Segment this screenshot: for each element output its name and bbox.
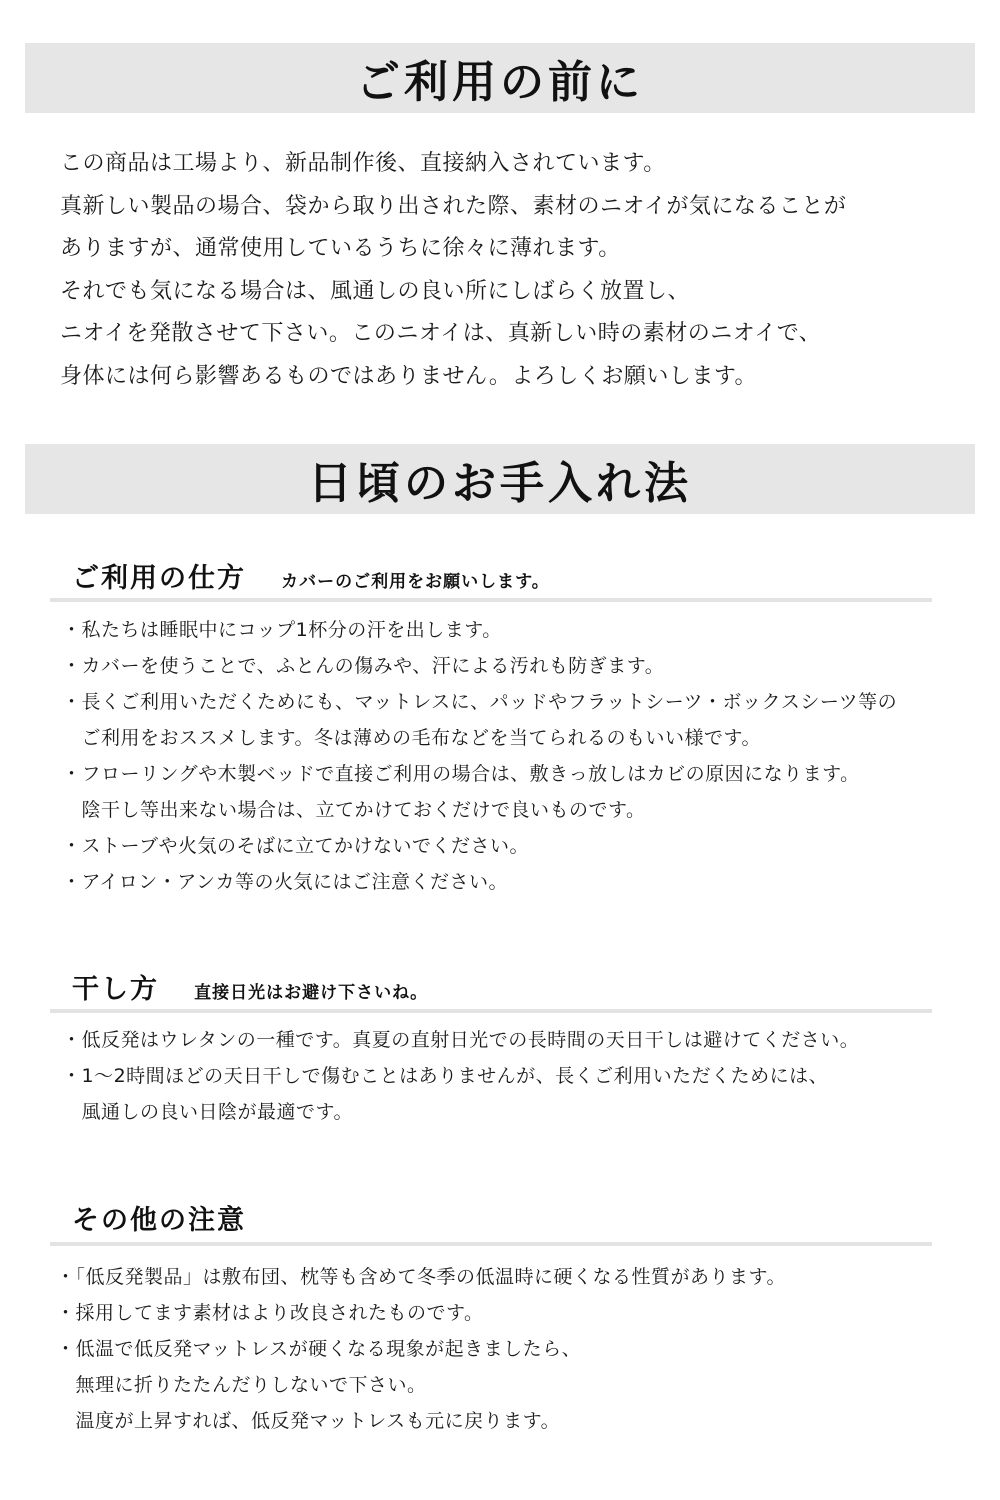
subheading-drying-note: 直接日光はお避け下さいね。 [194, 983, 429, 1003]
list-item: 無理に折りたたんだりしないで下さい。 [56, 1374, 427, 1396]
list-item: ・ストーブや火気のそばに立てかけないでください。 [62, 835, 530, 857]
intro-line: 身体には何ら影響あるものではありません。よろしくお願いします。 [60, 363, 758, 389]
list-item: ・長くご利用いただくためにも、マットレスに、パッドやフラットシーツ・ボックスシーツ等の [62, 691, 898, 713]
subheading-other [50, 1198, 932, 1246]
subheading-usage-note: カバーのご利用をお願いします。 [281, 572, 550, 592]
intro-line: それでも気になる場合は、風通しの良い所にしばらく放置し、 [60, 278, 691, 304]
list-item: ・低温で低反発マットレスが硬くなる現象が起きましたら、 [56, 1338, 582, 1360]
list-item: 温度が上昇すれば、低反発マットレスも元に戻ります。 [56, 1410, 561, 1432]
section-banner-daily-care [25, 444, 975, 514]
subheading-usage-title: ご利用の仕方 [72, 563, 246, 594]
other-list [56, 1259, 976, 1439]
subheading-other-title: その他の注意 [72, 1205, 246, 1236]
list-item: 風通しの良い日陰が最適です。 [62, 1101, 353, 1123]
intro-line: ありますが、通常使用しているうちに徐々に薄れます。 [60, 236, 621, 261]
list-item: ・私たちは睡眠中にコップ1杯分の汗を出します。 [62, 619, 502, 641]
subheading-drying [50, 967, 932, 1013]
list-item: ・アイロン・アンカ等の火気にはご注意ください。 [62, 871, 509, 893]
section-banner-before-use [25, 43, 975, 113]
section-title-daily-care: 日頃のお手入れ法 [308, 458, 692, 509]
list-item: ご利用をおススメします。冬は薄めの毛布などを当てられるのもいい様です。 [62, 727, 761, 749]
list-item: ・「低反発製品」は敷布団、枕等も含めて冬季の低温時に硬くなる性質があります。 [56, 1266, 786, 1288]
intro-line: ニオイを発散させて下さい。このニオイは、真新しい時の素材のニオイで、 [60, 321, 822, 346]
list-item: ・カバーを使うことで、ふとんの傷みや、汗による汚れも防ぎます。 [62, 655, 665, 677]
intro-paragraph [60, 143, 960, 398]
list-item: ・低反発はウレタンの一種です。真夏の直射日光での長時間の天日干しは避けてください。 [62, 1029, 860, 1051]
list-item: ・1～2時間ほどの天日干しで傷むことはありませんが、長くご利用いただくためには、 [62, 1065, 829, 1087]
subheading-drying-title: 干し方 [72, 974, 159, 1005]
intro-line: 真新しい製品の場合、袋から取り出された際、素材のニオイが気になることが [60, 193, 847, 219]
drying-list [62, 1022, 982, 1130]
intro-line: この商品は工場より、新品制作後、直接納入されています。 [60, 151, 666, 176]
list-item: 陰干し等出来ない場合は、立てかけておくだけで良いものです。 [62, 799, 646, 821]
list-item: ・採用してます素材はより改良されたものです。 [56, 1302, 484, 1324]
section-title-before-use: ご利用の前に [356, 57, 644, 108]
list-item: ・フローリングや木製ベッドで直接ご利用の場合は、敷きっ放しはカビの原因になります。 [62, 763, 860, 785]
usage-list [62, 612, 982, 900]
subheading-usage [50, 556, 932, 602]
